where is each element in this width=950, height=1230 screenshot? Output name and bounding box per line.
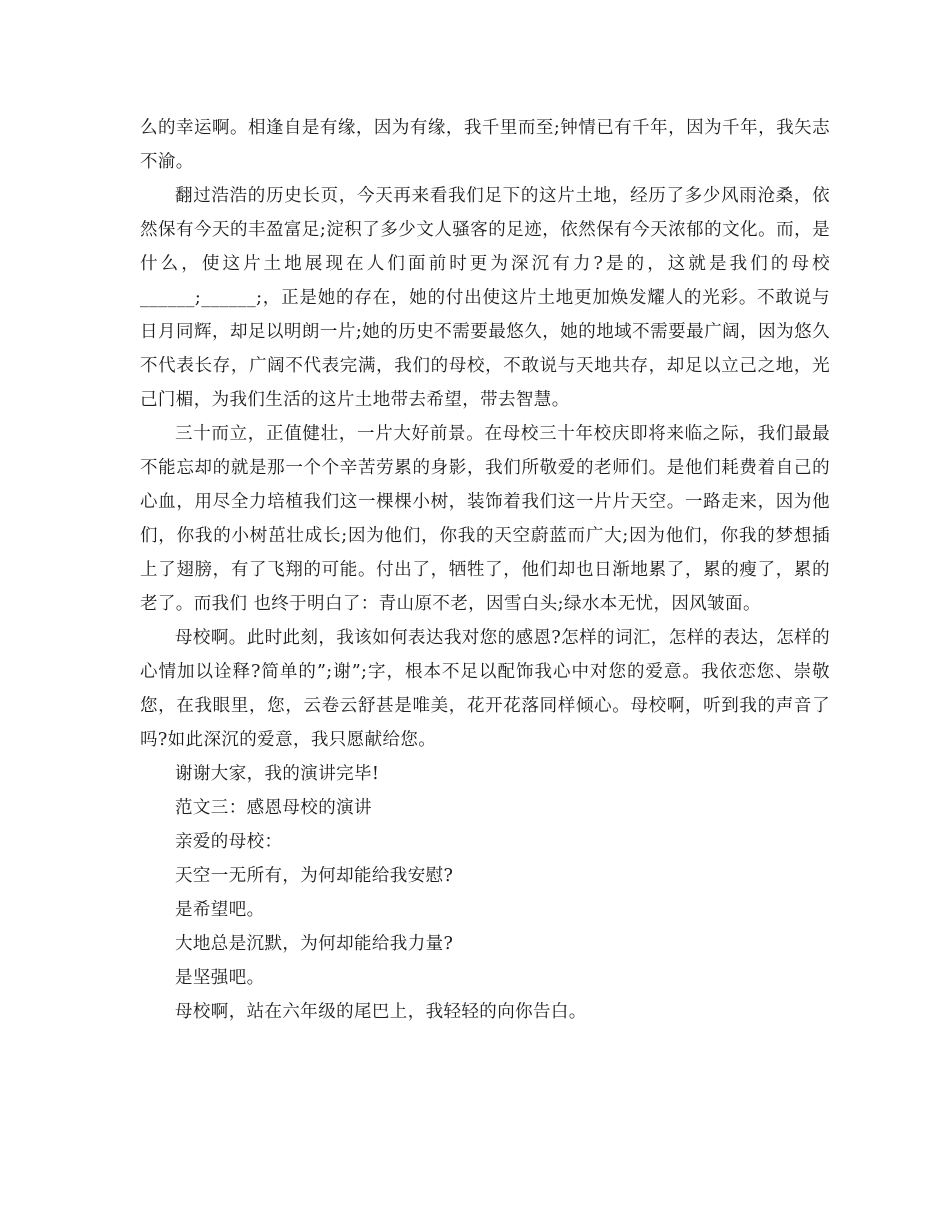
verse-line: 是坚强吧。 <box>175 968 265 988</box>
closing-line: 谢谢大家，我的演讲完毕! <box>175 764 380 784</box>
verse-line: 是希望吧。 <box>175 900 265 920</box>
paragraph-gratitude: 母校啊。此时此刻，我该如何表达我对您的感恩?怎样的词汇，怎样的表达，怎样的心情加以诠释?简单的”;谢”;字，根本不足以配饰我心中对您的爱意。我依恋您、崇敬您，在我眼里，您，云卷云舒甚是唯美，花开花落同样倾心。母校啊，听到我的声音了吗?如此深沉的爱意，我只愿献给您。 <box>140 628 830 750</box>
salutation: 亲爱的母校： <box>175 832 283 852</box>
verse-line: 母校啊，站在六年级的尾巴上，我轻轻的向你告白。 <box>175 1002 587 1022</box>
section-title: 范文三：感恩母校的演讲 <box>175 798 372 818</box>
document-body <box>140 111 830 1029</box>
verse-line: 天空一无所有，为何却能给我安慰? <box>175 866 454 886</box>
verse-line: 大地总是沉默，为何却能给我力量? <box>175 934 454 954</box>
paragraph-history: 翻过浩浩的历史长页，今天再来看我们足下的这片土地，经历了多少风雨沧桑，依然保有今天的丰盈富足;淀积了多少文人骚客的足迹，依然保有今天浓郁的文化。而，是什么，使这片土地展现在人们面前时更为深沉有力?是的，这就是我们的母校______;______;，正是她的存在，她的付出使这片土地更加焕发耀人的光彩。不敢说与日月同辉，却足以明朗一片;她的历史不需要最悠久，她的地域不需要最广阔，因为悠久不代表长存，广阔不代表完满，我们的母校，不敢说与天地共存，却足以立己之地，光己门楣，为我们生活的这片土地带去希望，带去智慧。 <box>140 186 830 410</box>
paragraph-teachers: 三十而立，正值健壮，一片大好前景。在母校三十年校庆即将来临之际，我们最最不能忘却的就是那一个个辛苦劳累的身影，我们所敬爱的老师们。是他们耗费着自己的心血，用尽全力培植我们这一棵棵小树，装饰着我们这一片片天空。一路走来，因为他们，你我的小树茁壮成长;因为他们，你我的天空蔚蓝而广大;因为他们，你我的梦想插上了翅膀，有了飞翔的可能。付出了，牺牲了，他们却也日渐地累了，累的瘦了，累的老了。而我们 也终于明白了：青山原不老，因雪白头;绿水本无忧，因风皱面。 <box>140 424 830 614</box>
paragraph-continuation: 么的幸运啊。相逢自是有缘，因为有缘，我千里而至;钟情已有千年，因为千年，我矢志不渝。 <box>140 118 830 172</box>
